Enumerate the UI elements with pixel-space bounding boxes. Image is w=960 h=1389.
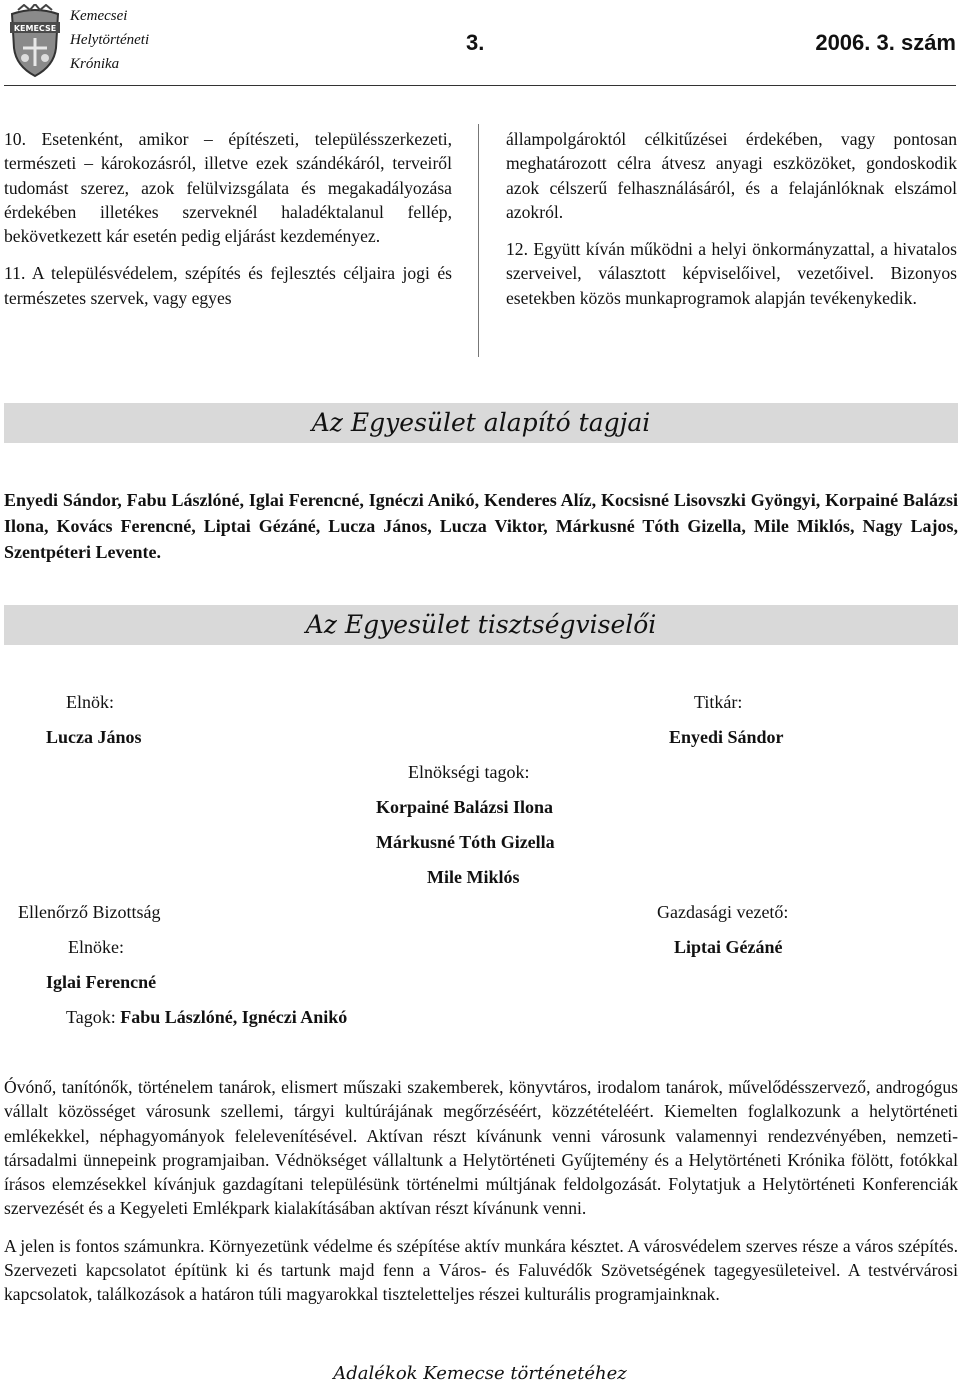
president-name: Lucza János bbox=[46, 727, 142, 747]
audit-committee-label: Ellenőrző Bizottság bbox=[18, 902, 161, 922]
officers-heading: Az Egyesület tisztségviselői bbox=[4, 605, 958, 645]
audit-chair-name: Iglai Ferencné bbox=[46, 972, 157, 992]
issue-number: 3. bbox=[466, 30, 485, 55]
svg-text:KEMECSE: KEMECSE bbox=[13, 24, 57, 33]
closing-paragraph: A jelen is fontos számunkra. Környezetünk védelme és szépítése aktív munkára késztet. A városvédelem szerves része a város szépítés. Szervezeti kapcsolatot építünk ki és tartunk majd fenn a Város- és Faluvédők Szövetségének tagegyesületeivel. A testvérvárosi kapcsolatok, találkozások a határon túli magyarokkal tiszteletteljes részei kulturális programjainknak. bbox=[4, 1235, 958, 1305]
board-member: Márkusné Tóth Gizella bbox=[376, 832, 555, 852]
pub-title-line2: Helytörténeti bbox=[70, 32, 150, 48]
issue-date: 2006. 3. szám bbox=[815, 30, 956, 55]
board-member: Mile Miklós bbox=[427, 867, 520, 887]
founders-list: Enyedi Sándor, Fabu Lászlóné, Iglai Ferencné, Ignéczi Anikó, Kenderes Alíz, Kocsisné Lisovszki Gyöngyi, Korpainé Balázsi Ilona, Kovács Ferencné, Liptai Gézáné, Lucza János, Lucza Viktor, Márkusné Tóth Gizella, Mile Miklós, Nagy Lajos, Szentpéteri Levente. bbox=[4, 490, 958, 562]
audit-members-names: Fabu Lászlóné, Ignéczi Anikó bbox=[120, 1007, 348, 1027]
pub-title-line1: Kemecsei bbox=[70, 8, 128, 24]
publication-title bbox=[70, 4, 149, 76]
secretary-name: Enyedi Sándor bbox=[669, 727, 784, 747]
pub-title-line3: Krónika bbox=[70, 56, 120, 72]
left-column bbox=[4, 127, 452, 310]
board-member: Korpainé Balázsi Ilona bbox=[376, 797, 554, 817]
paragraph-12: 12. Együtt kíván működni a helyi önkormányzattal, a hivatalos szerveivel, választott képviselőivel, vezetőivel. Bizonyos esetekben közös munkaprogramok alapján tevékenykedik. bbox=[506, 239, 957, 308]
paragraph-11-continued: állampolgároktól célkitűzései érdekében, vagy pontosan meghatározott célra átvesz anyagi eszközöket, gondoskodik azok célszerű felhasználásáról, és a felajánlóknak elszámol azokról. bbox=[506, 129, 957, 222]
closing-text bbox=[4, 1075, 958, 1307]
coat-of-arms-logo bbox=[6, 4, 64, 80]
paragraph-10: 10. Esetenként, amikor – építészeti, településszerkezeti, természeti – károkozásról, illetve ezek szándékáról, terveiről tudomást szerez, azok felülvizsgálata és megakadályozása érdekében illetékes szerveknél haladéktalanul fellép, bekövetkezett kár esetén pedig eljárást kezdeményez. bbox=[4, 129, 452, 247]
column-divider bbox=[478, 124, 479, 357]
paragraph-11: 11. A településvédelem, szépítés és fejlesztés céljaira jogi és természetes szervek, vagy egyes bbox=[4, 263, 452, 308]
secretary-label: Titkár: bbox=[694, 692, 743, 712]
right-column bbox=[506, 127, 957, 310]
audit-chair-label: Elnöke: bbox=[68, 937, 124, 957]
audit-members-label: Tagok: bbox=[66, 1007, 116, 1027]
founders-heading: Az Egyesület alapító tagjai bbox=[4, 403, 958, 443]
president-label: Elnök: bbox=[66, 692, 114, 712]
board-label: Elnökségi tagok: bbox=[408, 762, 530, 782]
page-footer: Adalékok Kemecse történetéhez bbox=[333, 1363, 627, 1384]
audit-members bbox=[66, 1007, 347, 1028]
closing-paragraph: Óvónő, tanítónők, történelem tanárok, elismert műszaki szakemberek, könyvtáros, irodalom tanárok, művelődésszervező, androgógus vállalt közösséget városunk szellemi, tárgyi kultúrájának megőrzéséért, közzétételéért. Kiemelten foglalkozunk a helytörténeti emlékekkel, néphagyományok felelevenítésével. Aktívan részt kívánunk venni városunk valamennyi rendezvényében, nemzeti- társadalmi ünnepeink programjaiban. Védnökséget vállaltunk a Helytörténeti Gyűjtemény és a Helytörténeti Krónika fölött, fotókkal írásos elemzésekkel kívánjuk gazdagítani településünk történelmi múltjának feldolgozását. Folytatjuk a Helytörténeti Konferenciák szervezését és a Kegyeleti Emlékpark kialakításában aktívan részt kívánunk venni. bbox=[4, 1077, 958, 1219]
finance-name: Liptai Gézáné bbox=[674, 937, 783, 957]
finance-label: Gazdasági vezető: bbox=[657, 902, 789, 922]
header-divider bbox=[4, 85, 956, 86]
